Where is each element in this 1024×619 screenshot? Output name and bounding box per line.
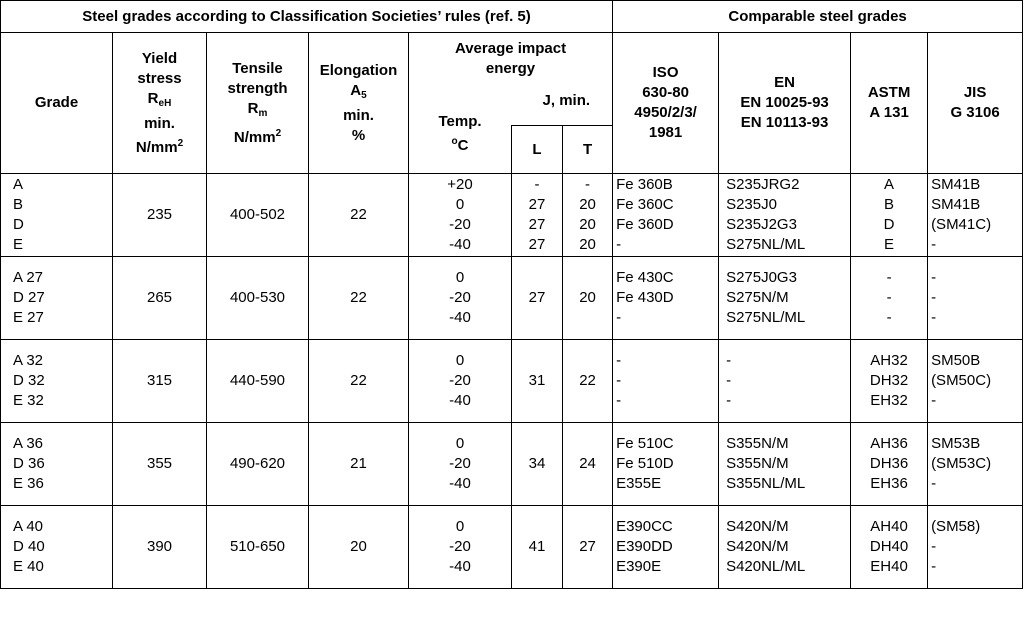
en-cell: - - -	[719, 340, 851, 423]
astm-cell: AH36 DH36 EH36	[851, 423, 928, 506]
temp-cell: +20 0 -20 -40	[409, 174, 512, 257]
tensile-cell: 440-590	[207, 340, 309, 423]
classification-societies-title: Steel grades according to Classification Societies’ rules (ref. 5)	[1, 1, 613, 33]
impact-energy-header: Average impact energy J, min.	[409, 33, 613, 126]
l-cell: - 27 27 27	[512, 174, 563, 257]
yield-cell: 355	[113, 423, 207, 506]
iso-cell: Fe 360B Fe 360C Fe 360D -	[613, 174, 719, 257]
j-min-header: J, min.	[542, 92, 591, 109]
iso-cell: - - -	[613, 340, 719, 423]
astm-cell: A B D E	[851, 174, 928, 257]
astm-cell: - - -	[851, 257, 928, 340]
l-cell: 27	[512, 257, 563, 340]
table-row	[1, 423, 1023, 506]
t-cell: 24	[563, 423, 613, 506]
tensile-strength-header: Tensile strength $R_m$ $N/mm^2$	[207, 33, 309, 174]
grade-cell: A 27 D 27 E 27	[1, 257, 113, 340]
elongation-cell: 20	[309, 506, 409, 589]
table-row	[1, 257, 1023, 340]
l-header: L	[512, 126, 563, 174]
table-row	[1, 174, 1023, 257]
iso-cell: Fe 510C Fe 510D E355E	[613, 423, 719, 506]
temp-cell: 0 -20 -40	[409, 340, 512, 423]
yield-cell: 235	[113, 174, 207, 257]
elongation-cell: 21	[309, 423, 409, 506]
grade-cell: A B D E	[1, 174, 113, 257]
table-row	[1, 340, 1023, 423]
astm-cell: AH32 DH32 EH32	[851, 340, 928, 423]
t-header: T	[563, 126, 613, 174]
temp-cell: 0 -20 -40	[409, 423, 512, 506]
jis-header: JIS G 3106	[928, 33, 1023, 174]
tensile-cell: 400-502	[207, 174, 309, 257]
jis-cell: SM53B (SM53C) -	[928, 423, 1023, 506]
elongation-cell: 22	[309, 174, 409, 257]
table-row	[1, 506, 1023, 589]
tensile-cell: 490-620	[207, 423, 309, 506]
t-cell: 20	[563, 257, 613, 340]
elongation-header: Elongation $A_5$ min. %	[309, 33, 409, 174]
grade-cell: A 40 D 40 E 40	[1, 506, 113, 589]
en-cell: S420N/M S420N/M S420NL/ML	[719, 506, 851, 589]
yield-stress-header: Yield stress $R_{eH}$ min. $N/mm^2$	[113, 33, 207, 174]
l-cell: 41	[512, 506, 563, 589]
iso-cell: Fe 430C Fe 430D -	[613, 257, 719, 340]
en-cell: S355N/M S355N/M S355NL/ML	[719, 423, 851, 506]
t-cell: 27	[563, 506, 613, 589]
grade-cell: A 32 D 32 E 32	[1, 340, 113, 423]
grade-cell: A 36 D 36 E 36	[1, 423, 113, 506]
yield-cell: 390	[113, 506, 207, 589]
comparable-grades-title: Comparable steel grades	[613, 1, 1023, 33]
jis-cell: SM50B (SM50C) -	[928, 340, 1023, 423]
t-cell: - 20 20 20	[563, 174, 613, 257]
en-header: EN EN 10025-93 EN 10113-93	[719, 33, 851, 174]
l-cell: 34	[512, 423, 563, 506]
tensile-cell: 400-530	[207, 257, 309, 340]
grade-header: Grade	[1, 33, 113, 174]
yield-cell: 315	[113, 340, 207, 423]
yield-cell: 265	[113, 257, 207, 340]
astm-header: ASTM A 131	[851, 33, 928, 174]
t-cell: 22	[563, 340, 613, 423]
temp-cell: 0 -20 -40	[409, 506, 512, 589]
iso-cell: E390CC E390DD E390E	[613, 506, 719, 589]
astm-cell: AH40 DH40 EH40	[851, 506, 928, 589]
l-cell: 31	[512, 340, 563, 423]
elongation-cell: 22	[309, 340, 409, 423]
jis-cell: (SM58) - -	[928, 506, 1023, 589]
temp-header: Temp. $^o$C	[409, 112, 512, 160]
en-cell: S235JRG2 S235J0 S235J2G3 S275NL/ML	[719, 174, 851, 257]
temp-cell: 0 -20 -40	[409, 257, 512, 340]
elongation-cell: 22	[309, 257, 409, 340]
jis-cell: SM41B SM41B (SM41C) -	[928, 174, 1023, 257]
tensile-cell: 510-650	[207, 506, 309, 589]
jis-cell: - - -	[928, 257, 1023, 340]
iso-header: ISO 630-80 4950/2/3/ 1981	[613, 33, 719, 174]
en-cell: S275J0G3 S275N/M S275NL/ML	[719, 257, 851, 340]
